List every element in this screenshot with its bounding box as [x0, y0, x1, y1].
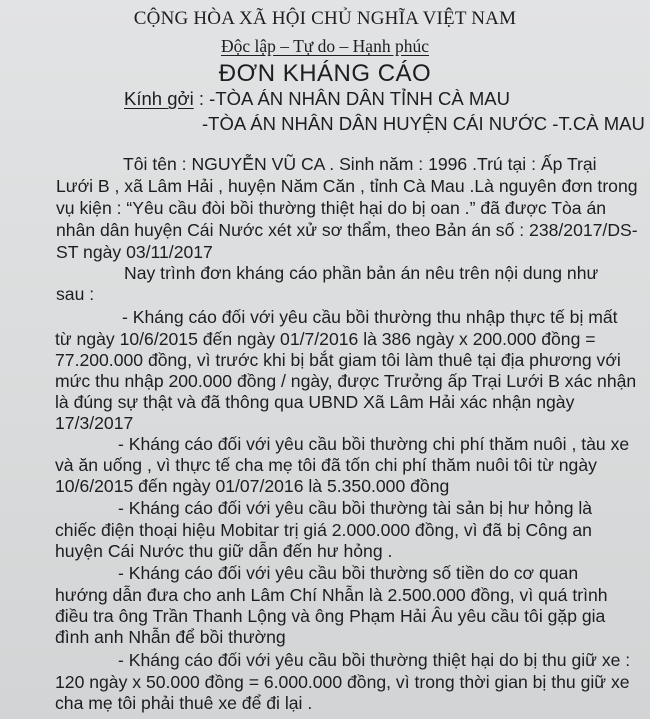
- body-line: cha mẹ tôi phải thuê xe để đi lại .: [55, 693, 313, 713]
- body-line: đình anh Nhẫn để bồi thường: [55, 627, 286, 647]
- body-line: 77.200.000 đồng, vì trước khi bị bắt giam tôi làm thuê tại địa phương với: [55, 350, 621, 370]
- body-line: ST ngày 03/11/2017: [56, 242, 213, 262]
- body-line: - Kháng cáo đối với yêu cầu bồi thường tài sản bị hư hỏng là: [118, 498, 593, 518]
- national-header: CỘNG HÒA XÃ HỘI CHỦ NGHĨA VIỆT NAM: [133, 8, 517, 29]
- body-line: Nay trình đơn kháng cáo phần bản án nêu trên nội dung như: [124, 263, 599, 283]
- body-line: 10/6/2015 đến ngày 01/07/2016 là 5.350.000 đồng: [55, 476, 450, 496]
- body-line: chiếc điện thoại hiệu Mobitar trị giá 2.000.000 đồng, vì đã bị Công an: [55, 520, 592, 540]
- body-line: Tôi tên : NGUYỄN VŨ CA . Sinh năm : 1996 .Trú tại : Ấp Trại: [123, 154, 597, 174]
- body-line: vụ kiện : “Yêu cầu đòi bồi thường thiệt hại do bị oan .” đã được Tòa án: [56, 198, 607, 218]
- addressee-line-2: -TÒA ÁN NHÂN DÂN HUYỆN CÁI NƯỚC -T.CÀ MAU: [202, 113, 645, 134]
- motto-text: Độc lập – Tự do – Hạnh phúc: [221, 36, 429, 56]
- body-line: - Kháng cáo đối với yêu cầu bồi thường thu nhập thực tế bị mất: [122, 307, 618, 327]
- body-line: 17/3/2017: [55, 413, 134, 433]
- document-title: ĐƠN KHÁNG CÁO: [218, 60, 432, 87]
- addressee-line-1: [124, 88, 510, 110]
- body-line: - Kháng cáo đối với yêu cầu bồi thường chi phí thăm nuôi , tàu xe: [118, 434, 630, 454]
- body-line: - Kháng cáo đối với yêu cầu bồi thường số tiền do cơ quan: [118, 563, 579, 583]
- body-line: sau :: [56, 284, 95, 304]
- body-line: và ăn uống , vì thực tế cha mẹ tôi đã tốn chi phí thăm nuôi tôi từ ngày: [55, 455, 597, 475]
- body-line: là đúng sự thật và đã thông qua UBND Xã Lâm Hải xác nhận ngày: [55, 392, 575, 412]
- body-line: - Kháng cáo đối với yêu cầu bồi thường thiệt hại do bị thu giữ xe :: [118, 650, 631, 670]
- body-line: huyện Cái Nước thu giữ dẫn đến hư hỏng .: [55, 541, 393, 561]
- addressee-label: Kính gởi: [124, 88, 194, 109]
- body-line: từ ngày 10/6/2015 đến ngày 01/7/2016 là 386 ngày x 200.000 đồng =: [55, 329, 596, 349]
- body-line: mức thu nhập 200.000 đồng / ngày, được Trưởng ấp Trại Lưới B xác nhận: [55, 371, 637, 391]
- body-line: điều tra ông Trần Thanh Lộng và ông Phạm Hải Âu yêu cầu tôi gặp gia: [55, 606, 606, 626]
- national-motto: [0, 36, 650, 57]
- body-line: nhân dân huyện Cái Nước xét xử sơ thẩm, theo Bản án số : 238/2017/DS-: [56, 220, 638, 240]
- body-line: hướng dẫn đưa cho anh Lâm Chí Nhẫn là 2.500.000 đồng, vì quá trình: [55, 585, 608, 605]
- addressee-court-1: : -TÒA ÁN NHÂN DÂN TỈNH CÀ MAU: [193, 88, 510, 109]
- body-line: Lưới B , xã Lâm Hải , huyện Năm Căn , tỉnh Cà Mau .Là nguyên đơn trong: [56, 176, 638, 196]
- body-line: 120 ngày x 50.000 đồng = 6.000.000 đồng, vì trong thời gian bị thu giữ xe: [55, 672, 630, 692]
